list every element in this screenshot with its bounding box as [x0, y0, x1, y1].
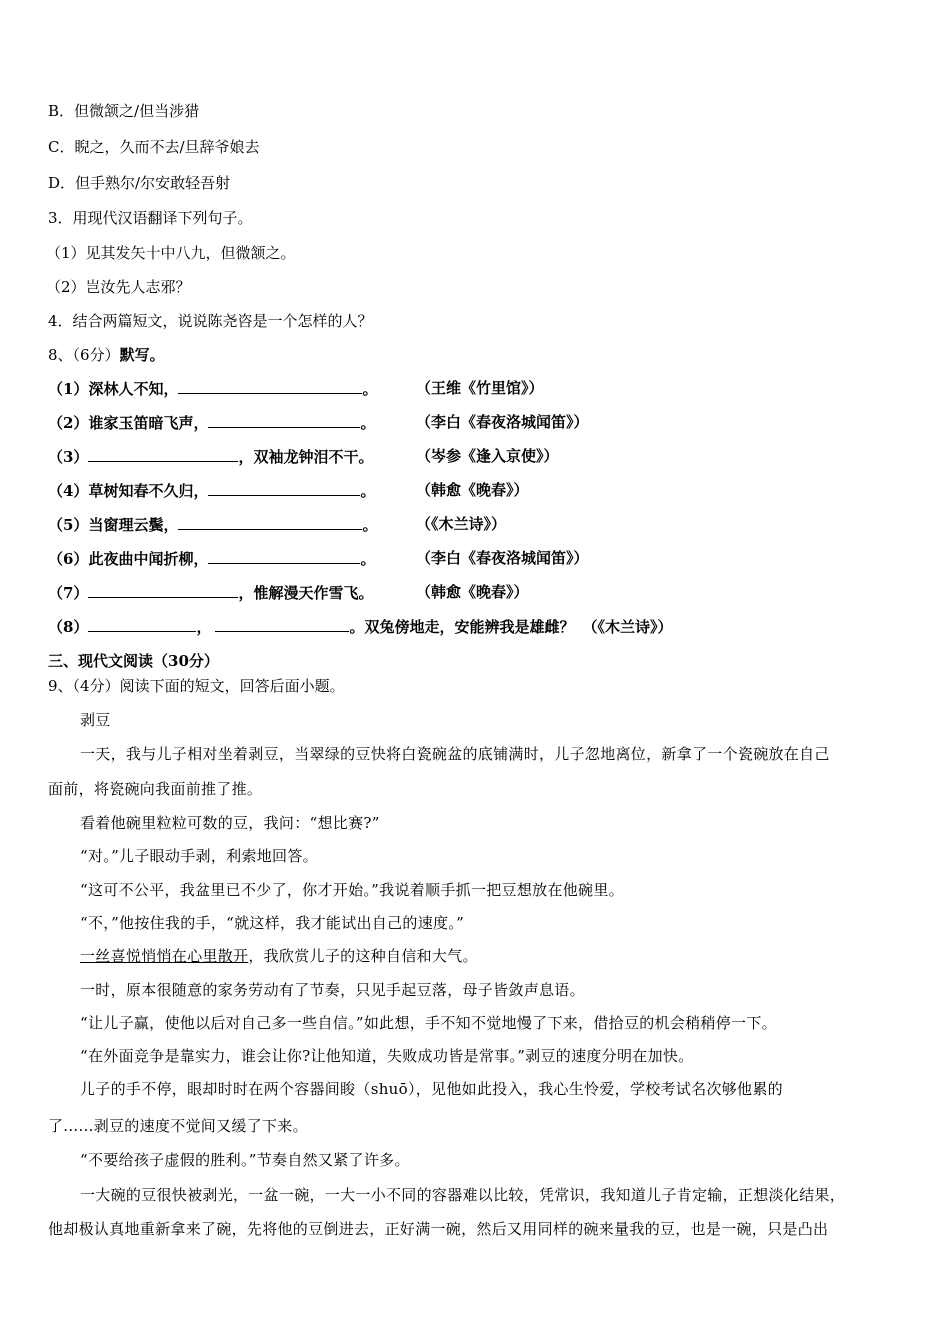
item-end: 。	[362, 380, 378, 398]
item-number: （5）	[48, 516, 89, 534]
item-number: （3）	[48, 448, 89, 466]
item-source: （李白《春夜洛城闻笛》）	[416, 413, 589, 431]
q8-title	[48, 345, 165, 365]
paragraph-1-line-2: 面前，将瓷碗向我面前推了推。	[48, 780, 263, 798]
paragraph-6	[80, 946, 940, 966]
item-end: 。	[362, 516, 378, 534]
item-text: 此夜曲中闻折柳，	[88, 550, 209, 568]
answer-blank	[215, 616, 349, 632]
paragraph-9: “在外面竞争是靠实力，谁会让你?让他知道，失败成功皆是常事。”剥豆的速度分明在加快。	[80, 1047, 694, 1065]
item-number: （7）	[48, 584, 89, 602]
answer-blank	[88, 446, 238, 462]
item-text: 深林人不知，	[88, 380, 179, 398]
item-text: ，惟解漫天作雪飞。	[238, 584, 374, 602]
paragraph-11: “不要给孩子虚假的胜利。”节奏自然又紧了许多。	[80, 1151, 410, 1169]
answer-blank	[208, 480, 360, 496]
item-end: 。	[360, 482, 376, 500]
article-title: 剥豆	[80, 711, 111, 729]
item-end: 。	[360, 414, 376, 432]
answer-blank	[208, 412, 360, 428]
answer-blank	[88, 582, 238, 598]
q8-item-5	[48, 514, 507, 535]
item-number: （4）	[48, 482, 89, 500]
q8-item-3	[48, 446, 559, 467]
item-number: （1）	[48, 380, 89, 398]
paragraph-7: 一时，原本很随意的家务劳动有了节奏，只见手起豆落，母子皆敛声息语。	[80, 981, 585, 999]
q8-item-4	[48, 480, 529, 501]
paragraph-10-line-2: 了......剥豆的速度不觉间又缓了下来。	[48, 1117, 308, 1135]
q8-item-2	[48, 412, 589, 433]
item-text: 草树知春不久归，	[88, 482, 209, 500]
answer-blank	[208, 548, 360, 564]
item-text: 。双兔傍地走，安能辨我是雄雌？	[349, 618, 575, 636]
q8-item-1	[48, 378, 544, 399]
answer-blank	[88, 616, 196, 632]
paragraph-1-line-1: 一天，我与儿子相对坐着剥豆，当翠绿的豆快将白瓷碗盆的底铺满时，儿子忽地离位，新拿了一个瓷碗放在自己	[80, 745, 830, 763]
item-number: （2）	[48, 414, 89, 432]
q9-title: 9、（4分）阅读下面的短文，回答后面小题。	[48, 677, 345, 695]
q4-title: 4．结合两篇短文，说说陈尧咨是一个怎样的人？	[48, 312, 373, 330]
q8-number: 8、（6分）	[48, 346, 120, 364]
paragraph-3: “对。”儿子眼动手剥，利索地回答。	[80, 847, 318, 865]
q8-item-7	[48, 582, 529, 603]
item-text: 谁家玉笛暗飞声，	[88, 414, 209, 432]
item-source: （李白《春夜洛城闻笛》）	[416, 549, 589, 567]
paragraph-12-line-2: 他却极认真地重新拿来了碗，先将他的豆倒进去，正好满一碗，然后又用同样的碗来量我的豆，也是一碗，只是凸出	[48, 1220, 829, 1238]
section-3-title: 三、现代文阅读（30分）	[48, 652, 219, 670]
item-text: 当窗理云鬓，	[88, 516, 179, 534]
item-source: （王维《竹里馆》）	[416, 379, 544, 397]
paragraph-8: “让儿子赢，使他以后对自己多一些自信。”如此想，手不知不觉地慢了下来，借拾豆的机会稍稍停一下。	[80, 1014, 777, 1032]
q8-item-8	[48, 616, 672, 637]
option-c: C．睨之，久而不去/旦辞爷娘去	[48, 138, 260, 156]
paragraph-4: “这可不公平，我盆里已不少了，你才开始。”我说着顺手抓一把豆想放在他碗里。	[80, 881, 624, 899]
answer-blank	[178, 378, 362, 394]
item-source: （韩愈《晚春》）	[416, 481, 529, 499]
paragraph-12-line-1: 一大碗的豆很快被剥光，一盆一碗，一大一小不同的容器难以比较，凭常识，我知道儿子肯定输，正想淡化结果，	[80, 1186, 846, 1204]
q8-item-6	[48, 548, 589, 569]
item-mid: ，	[196, 618, 212, 636]
q3-sentence-1: （1）见其发矢十中八九，但微颔之。	[46, 244, 296, 262]
q8-label: 默写。	[119, 346, 165, 364]
paragraph-10-line-1: 儿子的手不停，眼却时时在两个容器间睃（shuō），见他如此投入，我心生怜爱，学校考试名次够他累的	[80, 1080, 783, 1098]
paragraph-2: 看着他碗里粒粒可数的豆，我问：“想比赛?”	[80, 814, 380, 832]
q3-sentence-2: （2）岂汝先人志邪？	[46, 278, 191, 296]
q3-title: 3．用现代汉语翻译下列句子。	[48, 209, 253, 227]
item-number: （6）	[48, 550, 89, 568]
item-source: （《木兰诗》）	[416, 515, 507, 533]
item-source: （韩愈《晚春》）	[416, 583, 529, 601]
answer-blank	[178, 514, 362, 530]
item-number: （8）	[48, 618, 89, 636]
item-text: ，双袖龙钟泪不干。	[238, 448, 374, 466]
paragraph-6-rest: ，我欣赏儿子的这种自信和大气。	[248, 947, 478, 965]
paragraph-5: “不，”他按住我的手，“就这样，我才能试出自己的速度。”	[80, 914, 465, 932]
item-source: （岑参《逢入京使》）	[416, 447, 559, 465]
item-end: 。	[360, 550, 376, 568]
underlined-sentence: 一丝喜悦悄悄在心里散开	[80, 947, 249, 965]
option-d: D．但手熟尔/尔安敢轻吾射	[48, 174, 231, 192]
option-b: B．但微颔之/但当涉猎	[48, 102, 200, 120]
item-source: （《木兰诗》）	[582, 618, 673, 636]
